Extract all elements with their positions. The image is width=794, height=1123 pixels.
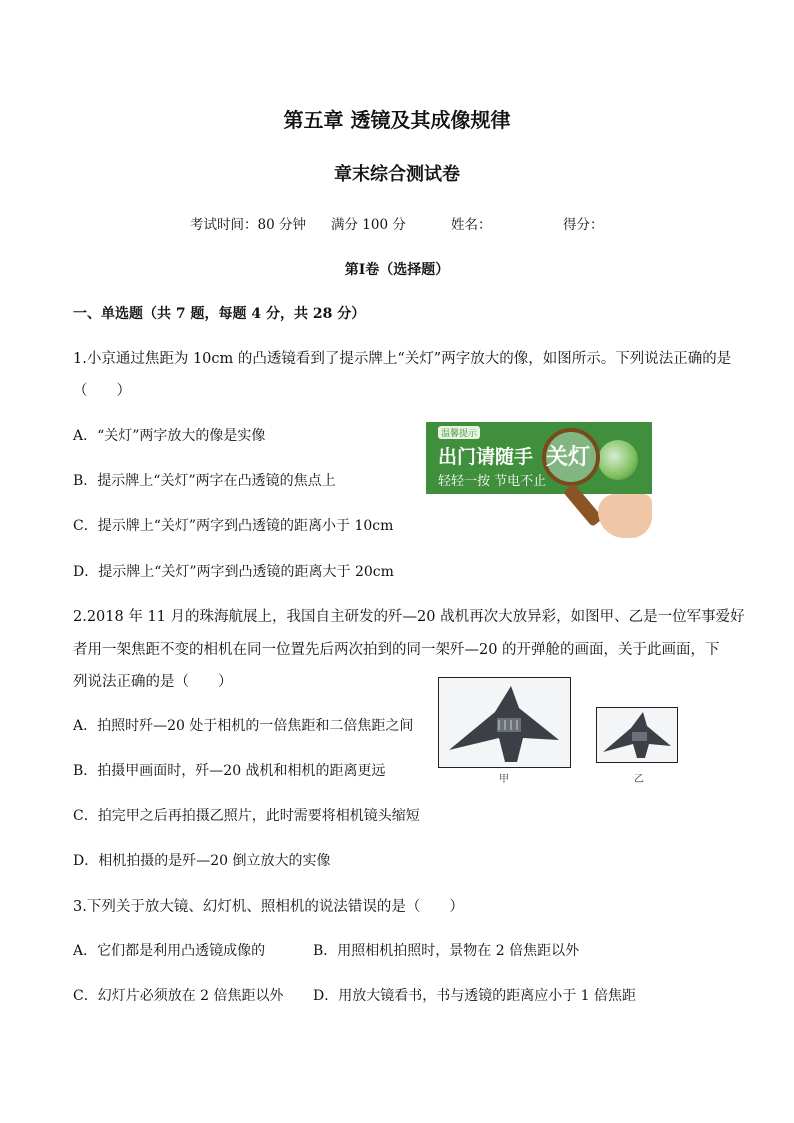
- q1-option-b: B．提示牌上“关灯”两字在凸透镜的焦点上: [73, 473, 336, 489]
- q3-option-b: B．用照相机拍照时，景物在 2 倍焦距以外: [313, 943, 580, 959]
- full-score: 满分 100 分: [331, 217, 406, 233]
- q1-option-a: A．“关灯”两字放大的像是实像: [73, 428, 266, 444]
- q1-option-d: D．提示牌上“关灯”两字到凸透镜的距离大于 20cm: [73, 564, 394, 580]
- question-1-stem: 1.小京通过焦距为 10cm 的凸透镜看到了提示牌上“关灯”两字放大的像，如图所示。下列说法正确的是: [73, 351, 732, 367]
- hand-icon: [598, 494, 652, 538]
- sign-line-1: 出门请随手: [438, 446, 534, 468]
- jet-icon: [597, 708, 677, 762]
- q1-option-c: C．提示牌上“关灯”两字到凸透镜的距离小于 10cm: [73, 518, 394, 534]
- sign-highlight: 关灯: [546, 445, 591, 470]
- caption-yi: 乙: [634, 774, 644, 785]
- q2-option-b: B．拍摄甲画面时，歼—20 战机和相机的距离更远: [73, 763, 386, 779]
- jet-photo-a: [438, 677, 571, 768]
- test-subtitle: 章末综合测试卷: [334, 164, 460, 185]
- question-2-stem: 2.2018 年 11 月的珠海航展上，我国自主研发的歼—20 战机再次大放异彩，如图甲、乙是一位军事爱好: [73, 609, 745, 625]
- globe-icon: [598, 440, 638, 480]
- score-label: 得分：: [563, 217, 604, 233]
- chapter-title: 第五章 透镜及其成像规律: [283, 108, 511, 132]
- section-title: 一、单选题（共 7 题，每题 4 分，共 28 分）: [73, 306, 366, 322]
- q2-option-d: D．相机拍摄的是歼—20 倒立放大的实像: [73, 853, 331, 869]
- q2-option-a: A．拍照时歼—20 处于相机的一倍焦距和二倍焦距之间: [73, 718, 414, 734]
- question-2-stem-cont: 者用一架焦距不变的相机在同一位置先后两次拍到的同一架歼—20 的开弹舱的画面，关于此画面，下: [73, 642, 720, 658]
- q2-option-c: C．拍完甲之后再拍摄乙照片，此时需要将相机镜头缩短: [73, 808, 420, 824]
- sign-magnifier-figure: [426, 422, 654, 540]
- question-1-stem-cont: （ ）: [73, 383, 131, 399]
- sign-badge: 温馨提示: [438, 426, 480, 439]
- caption-jia: 甲: [499, 774, 509, 785]
- sign-line-2: 轻轻一按 节电不止: [438, 474, 547, 489]
- q3-option-a: A．它们都是利用凸透镜成像的: [73, 943, 266, 959]
- q3-option-d: D．用放大镜看书，书与透镜的距离应小于 1 倍焦距: [313, 988, 637, 1004]
- jet-icon: [439, 678, 570, 767]
- question-3-stem: 3.下列关于放大镜、幻灯机、照相机的说法错误的是（ ）: [73, 899, 464, 915]
- jet-photo-b: [596, 707, 678, 763]
- question-2-stem-cont-2: 列说法正确的是（ ）: [73, 674, 233, 690]
- name-label: 姓名：: [451, 217, 492, 233]
- part-title: 第Ⅰ卷（选择题）: [344, 262, 450, 278]
- exam-time: 考试时间：80 分钟: [190, 217, 306, 233]
- q3-option-c: C．幻灯片必须放在 2 倍焦距以外: [73, 988, 284, 1004]
